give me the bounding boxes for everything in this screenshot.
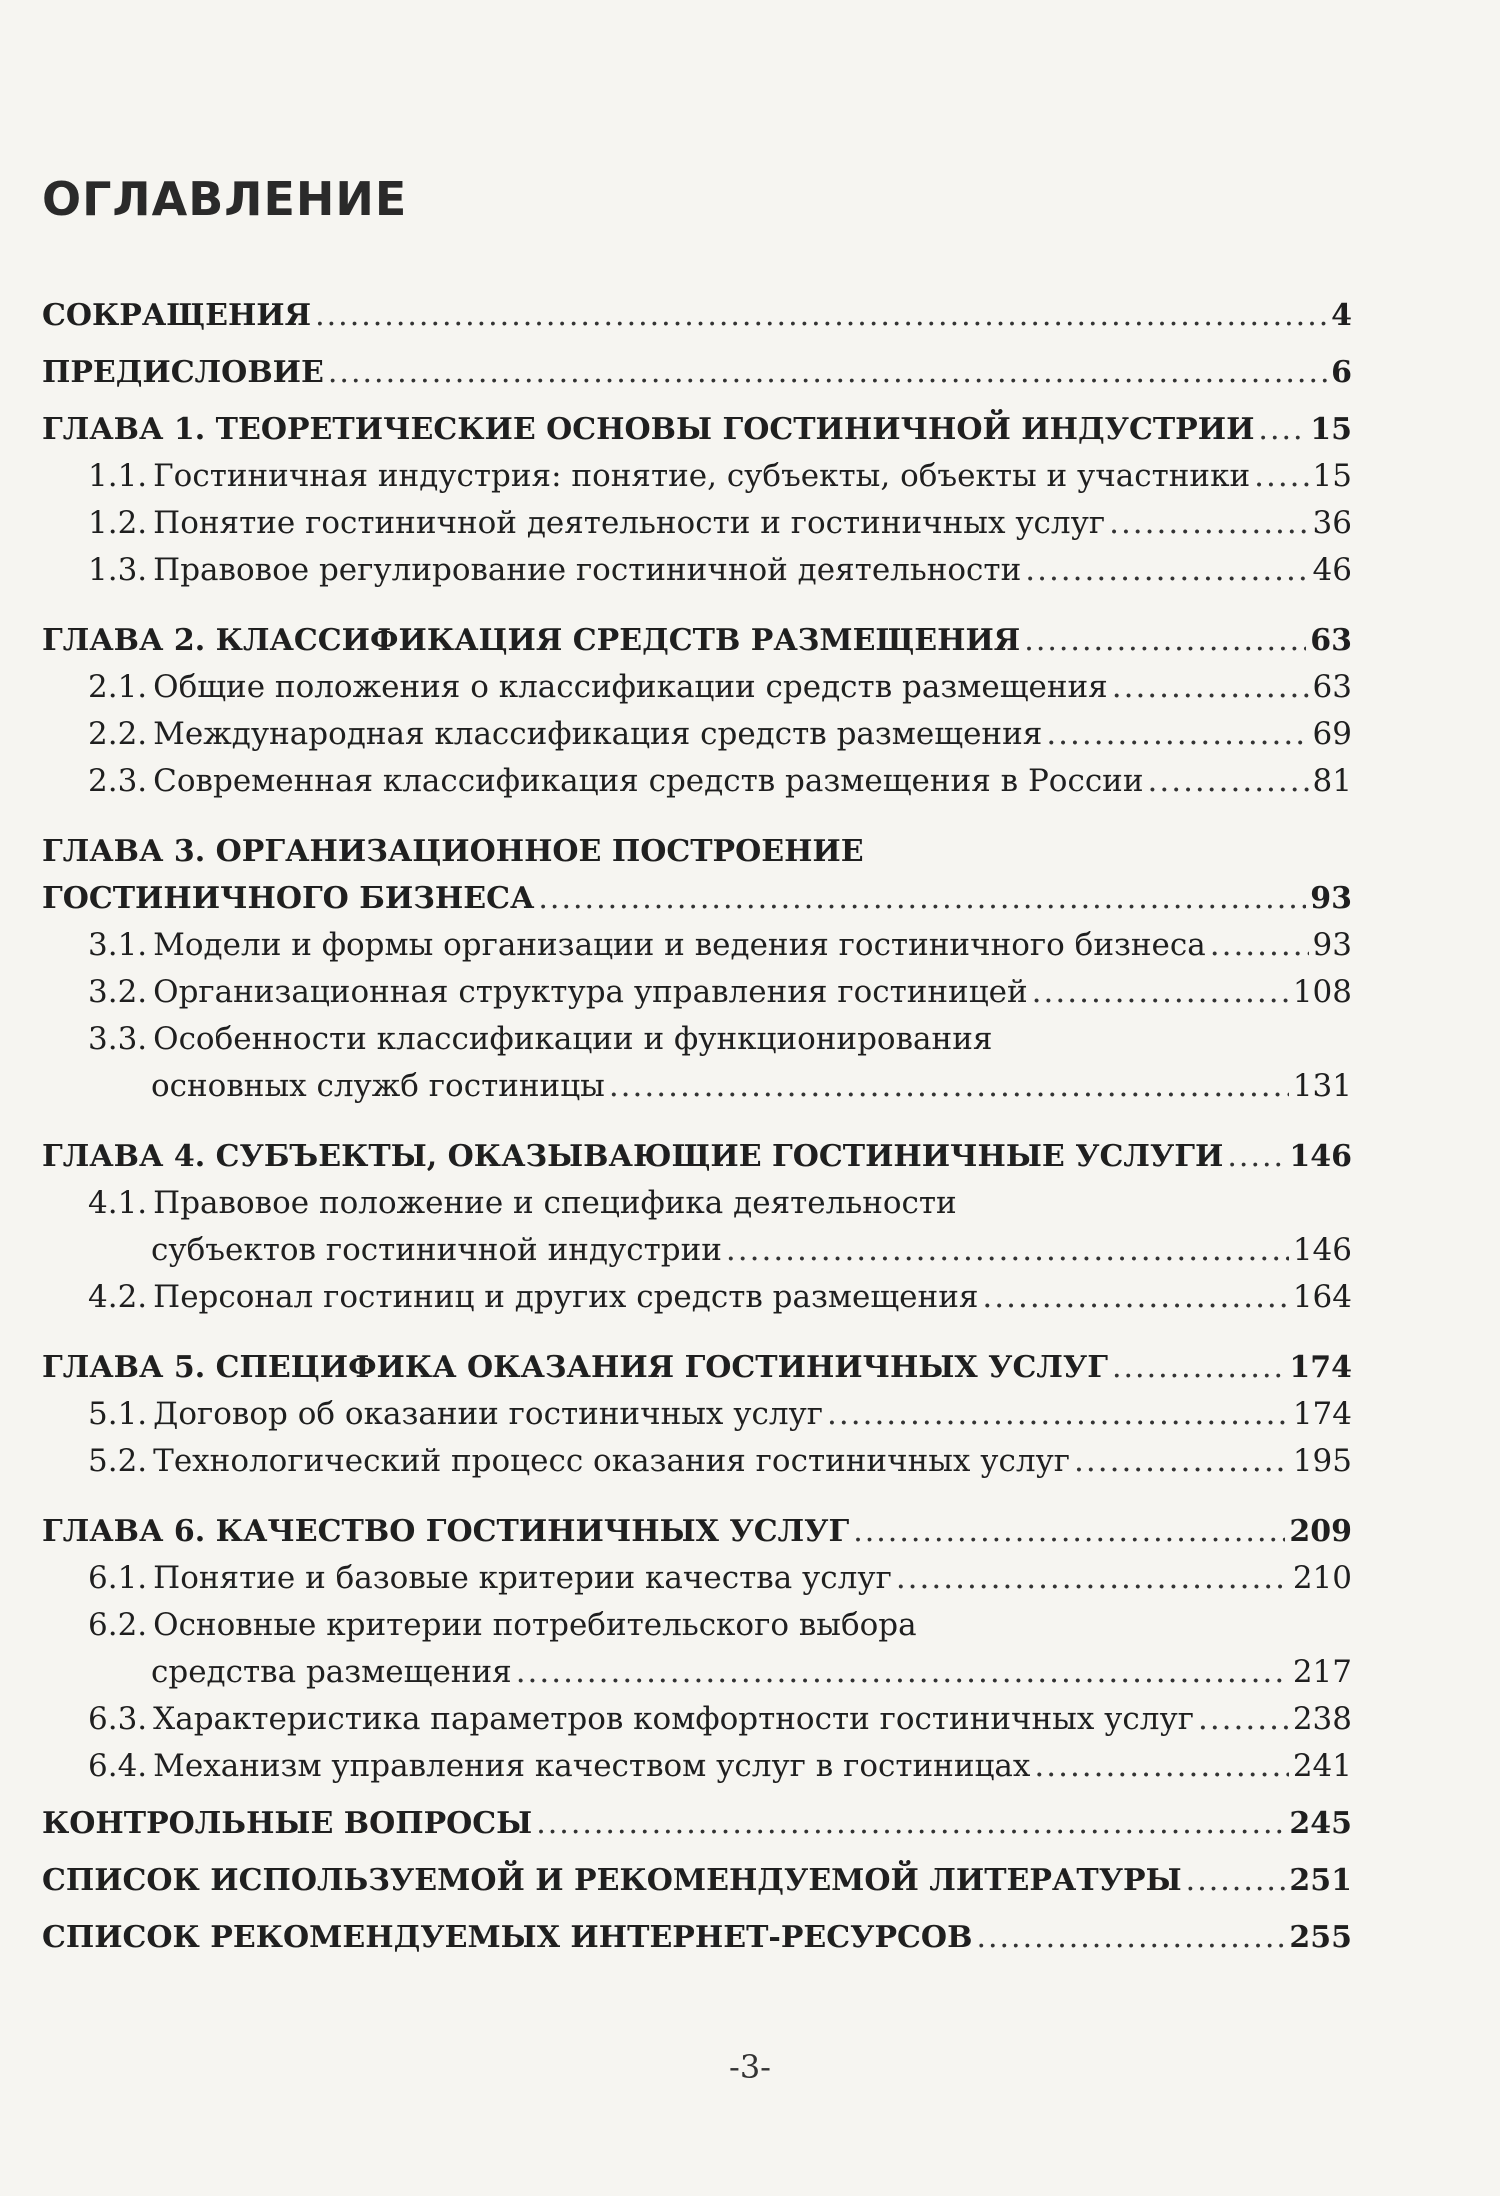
dot-leader — [1254, 453, 1308, 500]
toc-entry — [42, 1274, 1352, 1321]
toc-entry-title: СОКРАЩЕНИЯ — [42, 298, 312, 333]
toc-entry-title: Понятие гостиничной деятельности и гостиничных услуг — [153, 505, 1106, 541]
toc-entry-title: Организационная структура управления гостиницей — [153, 974, 1028, 1010]
toc-entry-title: Механизм управления качеством услуг в гостиницах — [153, 1748, 1031, 1784]
dot-leader — [1198, 1696, 1289, 1743]
toc-entry — [42, 664, 1352, 711]
table-of-contents — [42, 292, 1352, 1961]
toc-entry-title: ГЛАВА 1. ТЕОРЕТИЧЕСКИЕ ОСНОВЫ ГОСТИНИЧНОЙ ИНДУСТРИИ — [42, 412, 1255, 447]
dot-leader — [315, 292, 1327, 339]
toc-entry — [42, 1602, 1352, 1649]
toc-entry-title: Международная классификация средств размещения — [153, 716, 1043, 752]
dot-leader — [853, 1508, 1285, 1555]
toc-entry-page: 6 — [1331, 355, 1352, 390]
toc-entry — [42, 711, 1352, 758]
toc-entry — [42, 1438, 1352, 1485]
toc-entry-page: 36 — [1312, 505, 1352, 541]
toc-entry — [42, 292, 1352, 339]
toc-entry-number: 6.3. — [88, 1701, 148, 1737]
toc-entry-page: 81 — [1312, 763, 1352, 799]
toc-entry-page: 217 — [1292, 1654, 1352, 1690]
toc-entry-number: 2.2. — [88, 716, 148, 752]
dot-leader — [1148, 758, 1309, 805]
toc-entry-title: ПРЕДИСЛОВИЕ — [42, 355, 324, 390]
dot-leader — [1210, 922, 1309, 969]
toc-entry-page: 63 — [1310, 623, 1352, 658]
dot-leader — [538, 875, 1306, 922]
toc-entry — [42, 1344, 1352, 1391]
dot-leader — [1024, 617, 1306, 664]
toc-entry-title: Модели и формы организации и ведения гостиничного бизнеса — [153, 927, 1206, 963]
dot-leader — [536, 1800, 1285, 1847]
toc-entry-title: основных служб гостиницы — [151, 1068, 605, 1104]
toc-entry — [42, 922, 1352, 969]
toc-entry-page: 93 — [1310, 881, 1352, 916]
toc-entry-page: 209 — [1289, 1514, 1352, 1549]
toc-entry-number: 4.1. — [88, 1185, 148, 1221]
toc-entry-page: 15 — [1312, 458, 1352, 494]
toc-entry-title: Современная классификация средств размещения в России — [153, 763, 1144, 799]
dot-leader — [1112, 1344, 1285, 1391]
toc-entry-page: 174 — [1292, 1396, 1352, 1432]
toc-entry-page: 245 — [1289, 1806, 1352, 1841]
toc-entry-page: 210 — [1292, 1560, 1352, 1596]
toc-entry — [42, 875, 1352, 922]
toc-entry — [42, 1914, 1352, 1961]
toc-entry-title: Общие положения о классификации средств размещения — [153, 669, 1108, 705]
toc-entry-title: ГЛАВА 2. КЛАССИФИКАЦИЯ СРЕДСТВ РАЗМЕЩЕНИЯ — [42, 623, 1021, 658]
dot-leader — [1258, 406, 1306, 453]
toc-entry — [42, 758, 1352, 805]
toc-entry-number: 1.1. — [88, 458, 148, 494]
toc-entry-page: 238 — [1292, 1701, 1352, 1737]
dot-leader — [1227, 1133, 1285, 1180]
toc-entry-title: Понятие и базовые критерии качества услуг — [153, 1560, 892, 1596]
toc-entry-title: ГЛАВА 3. ОРГАНИЗАЦИОННОЕ ПОСТРОЕНИЕ — [42, 834, 864, 869]
toc-entry-page: 4 — [1331, 298, 1352, 333]
dot-leader — [896, 1555, 1289, 1602]
toc-entry — [42, 349, 1352, 396]
dot-leader — [827, 1391, 1289, 1438]
toc-entry — [42, 1508, 1352, 1555]
toc-entry-title: Характеристика параметров комфортности гостиничных услуг — [153, 1701, 1194, 1737]
toc-entry-title: ГЛАВА 4. СУБЪЕКТЫ, ОКАЗЫВАЮЩИЕ ГОСТИНИЧНЫЕ УСЛУГИ — [42, 1139, 1224, 1174]
toc-entry-number: 3.3. — [88, 1021, 148, 1057]
toc-entry-title: Гостиничная индустрия: понятие, субъекты, объекты и участники — [153, 458, 1251, 494]
toc-entry — [42, 1649, 1352, 1696]
toc-entry-page: 63 — [1312, 669, 1352, 705]
dot-leader — [1109, 500, 1308, 547]
toc-entry-page: 131 — [1292, 1068, 1352, 1104]
toc-entry — [42, 1800, 1352, 1847]
toc-entry-title: Договор об оказании гостиничных услуг — [153, 1396, 824, 1432]
toc-entry-number: 4.2. — [88, 1279, 148, 1315]
toc-entry-page: 146 — [1289, 1139, 1352, 1174]
toc-entry-number: 3.1. — [88, 927, 148, 963]
toc-entry-number: 3.2. — [88, 974, 148, 1010]
dot-leader — [1074, 1438, 1289, 1485]
toc-entry-title: КОНТРОЛЬНЫЕ ВОПРОСЫ — [42, 1806, 533, 1841]
toc-entry-title: Персонал гостиниц и других средств размещения — [153, 1279, 979, 1315]
page-title: ОГЛАВЛЕНИЕ — [42, 172, 408, 226]
toc-entry-number: 6.1. — [88, 1560, 148, 1596]
toc-entry-title: ГОСТИНИЧНОГО БИЗНЕСА — [42, 881, 535, 916]
toc-entry-page: 241 — [1292, 1748, 1352, 1784]
dot-leader — [1046, 711, 1308, 758]
toc-entry-page: 69 — [1312, 716, 1352, 752]
dot-leader — [982, 1274, 1288, 1321]
toc-entry-title: Правовое регулирование гостиничной деятельности — [153, 552, 1022, 588]
toc-entry — [42, 547, 1352, 594]
toc-entry — [42, 1227, 1352, 1274]
toc-entry-number: 1.3. — [88, 552, 148, 588]
dot-leader — [726, 1227, 1289, 1274]
toc-entry-number: 2.1. — [88, 669, 148, 705]
toc-entry-title: Особенности классификации и функционирования — [153, 1021, 993, 1057]
toc-entry-page: 15 — [1310, 412, 1352, 447]
toc-entry-title: ГЛАВА 6. КАЧЕСТВО ГОСТИНИЧНЫХ УСЛУГ — [42, 1514, 850, 1549]
toc-entry-title: Технологический процесс оказания гостиничных услуг — [153, 1443, 1071, 1479]
dot-leader — [976, 1914, 1285, 1961]
toc-entry — [42, 453, 1352, 500]
toc-entry-title: СПИСОК РЕКОМЕНДУЕМЫХ ИНТЕРНЕТ-РЕСУРСОВ — [42, 1920, 973, 1955]
dot-leader — [1025, 547, 1308, 594]
toc-entry-number: 5.2. — [88, 1443, 148, 1479]
toc-entry — [42, 828, 1352, 875]
toc-entry — [42, 1743, 1352, 1790]
toc-entry-page: 146 — [1292, 1232, 1352, 1268]
toc-entry — [42, 500, 1352, 547]
toc-entry — [42, 1063, 1352, 1110]
toc-entry-page: 93 — [1312, 927, 1352, 963]
toc-entry-page: 195 — [1292, 1443, 1352, 1479]
toc-entry-title: Правовое положение и специфика деятельности — [153, 1185, 957, 1221]
dot-leader — [328, 349, 1327, 396]
dot-leader — [1112, 664, 1309, 711]
page-number: -3- — [729, 2048, 771, 2086]
toc-entry-number: 1.2. — [88, 505, 148, 541]
toc-entry — [42, 1555, 1352, 1602]
toc-entry-title: субъектов гостиничной индустрии — [151, 1232, 722, 1268]
toc-entry — [42, 1180, 1352, 1227]
toc-entry — [42, 1857, 1352, 1904]
toc-entry-page: 251 — [1289, 1863, 1352, 1898]
toc-entry — [42, 1133, 1352, 1180]
toc-entry — [42, 1696, 1352, 1743]
toc-entry — [42, 406, 1352, 453]
toc-entry-number: 5.1. — [88, 1396, 148, 1432]
toc-entry-page: 164 — [1292, 1279, 1352, 1315]
toc-entry — [42, 1016, 1352, 1063]
toc-entry-page: 255 — [1289, 1920, 1352, 1955]
dot-leader — [1034, 1743, 1288, 1790]
toc-entry-number: 6.2. — [88, 1607, 148, 1643]
dot-leader — [1186, 1857, 1286, 1904]
toc-entry-page: 46 — [1312, 552, 1352, 588]
toc-entry-title: ГЛАВА 5. СПЕЦИФИКА ОКАЗАНИЯ ГОСТИНИЧНЫХ УСЛУГ — [42, 1350, 1108, 1385]
dot-leader — [609, 1063, 1289, 1110]
toc-entry-number: 6.4. — [88, 1748, 148, 1784]
toc-entry-page: 108 — [1292, 974, 1352, 1010]
toc-entry-title: СПИСОК ИСПОЛЬЗУЕМОЙ И РЕКОМЕНДУЕМОЙ ЛИТЕРАТУРЫ — [42, 1863, 1182, 1898]
toc-entry-title: Основные критерии потребительского выбора — [153, 1607, 917, 1643]
toc-entry-number: 2.3. — [88, 763, 148, 799]
toc-entry — [42, 1391, 1352, 1438]
toc-entry — [42, 969, 1352, 1016]
dot-leader — [1032, 969, 1289, 1016]
toc-entry-title: средства размещения — [151, 1654, 512, 1690]
toc-entry-page: 174 — [1289, 1350, 1352, 1385]
dot-leader — [516, 1649, 1289, 1696]
toc-entry — [42, 617, 1352, 664]
